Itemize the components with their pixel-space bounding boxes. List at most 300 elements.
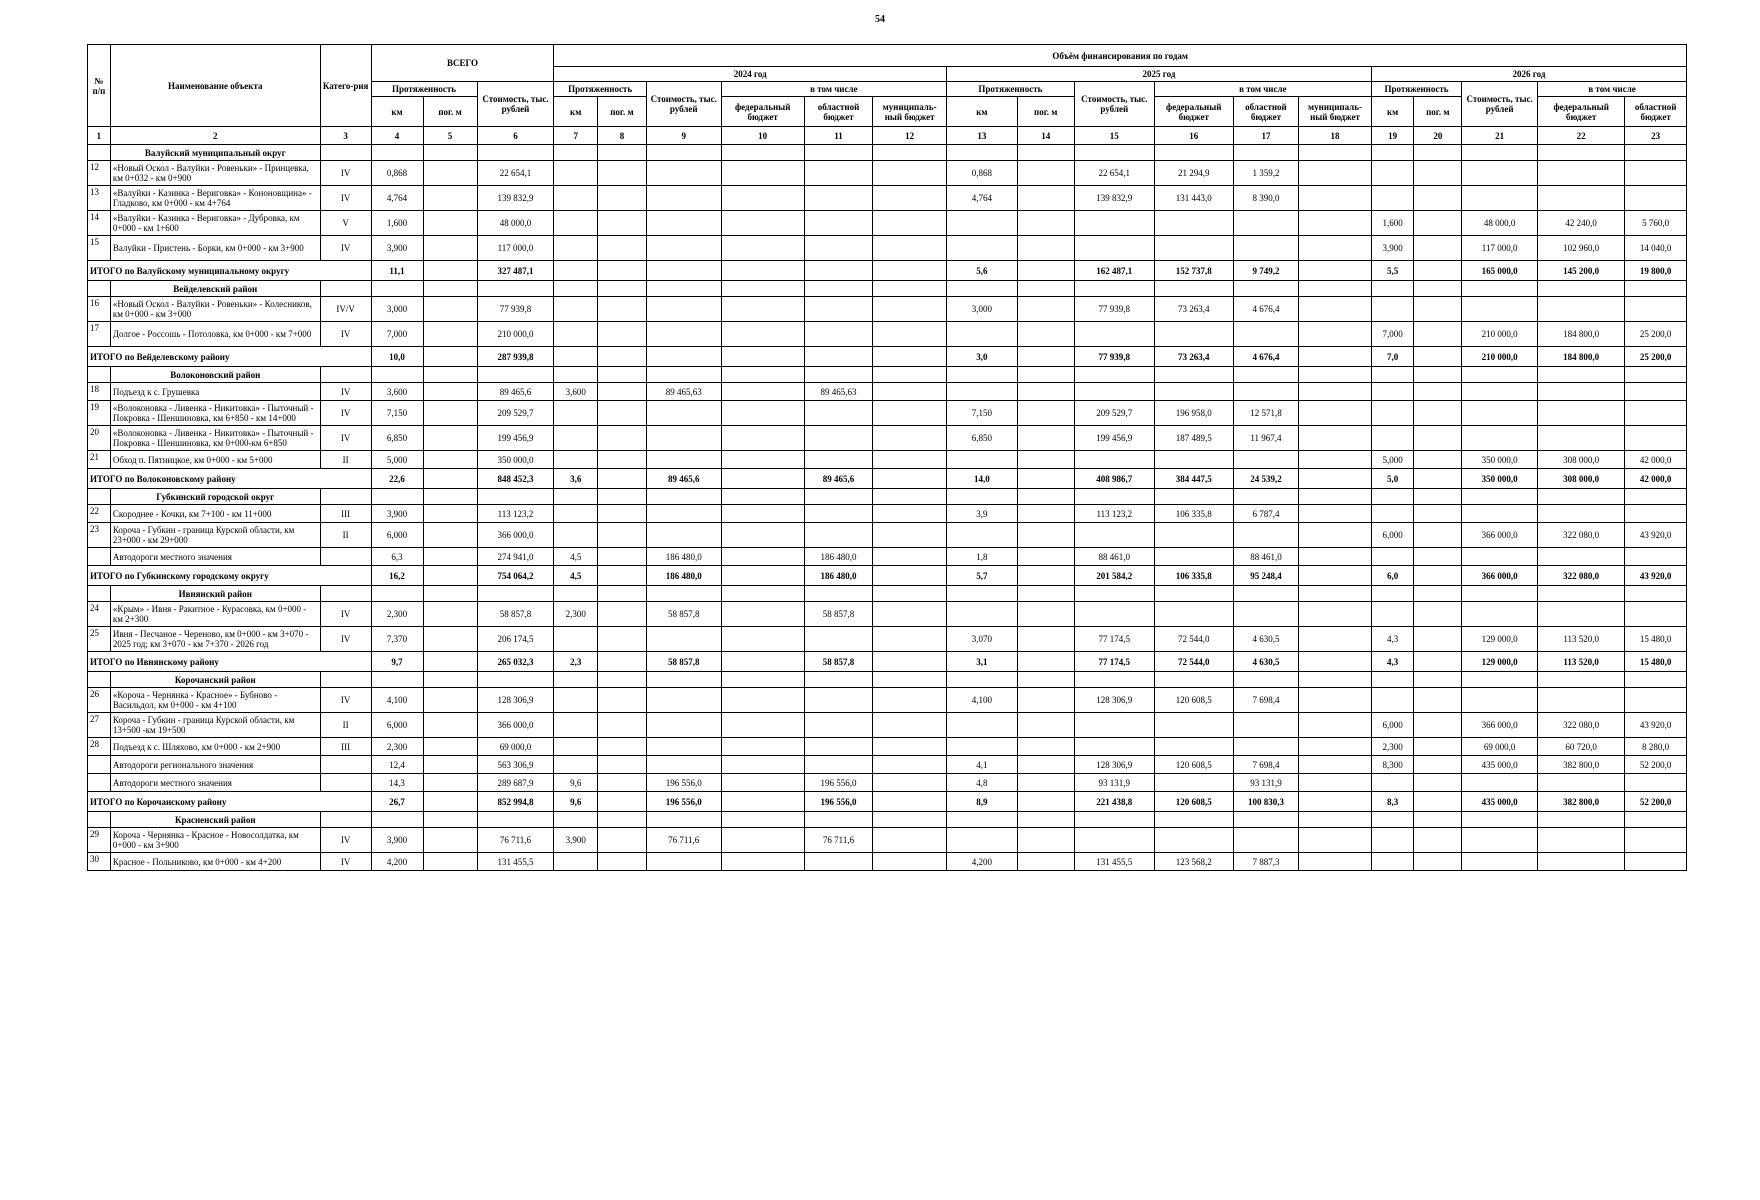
- total-value: 95 248,4: [1233, 566, 1298, 586]
- value-cell: [598, 627, 647, 652]
- value-cell: [1371, 853, 1414, 871]
- total-value: [804, 347, 873, 367]
- cell: [646, 812, 721, 828]
- total-value: 100 830,3: [1233, 792, 1298, 812]
- cell: [598, 586, 647, 602]
- value-cell: [947, 451, 1018, 469]
- total-value: [873, 469, 947, 489]
- value-cell: [1462, 548, 1538, 566]
- value-cell: [947, 211, 1018, 236]
- value-cell: [1017, 322, 1074, 347]
- cell: [1462, 489, 1538, 505]
- value-cell: [804, 713, 873, 738]
- cell: [1625, 812, 1687, 828]
- district-row: [88, 367, 1687, 383]
- value-cell: 113 123,2: [477, 505, 554, 523]
- value-cell: 4,8: [947, 774, 1018, 792]
- value-cell: [1414, 401, 1462, 426]
- value-cell: [721, 523, 804, 548]
- cell: [646, 586, 721, 602]
- value-cell: 7,150: [947, 401, 1018, 426]
- value-cell: [1154, 211, 1233, 236]
- cell: [1154, 812, 1233, 828]
- value-cell: [646, 523, 721, 548]
- cell: [721, 281, 804, 297]
- total-value: [721, 469, 804, 489]
- value-cell: [423, 602, 477, 627]
- cell: [320, 489, 371, 505]
- value-cell: [554, 451, 598, 469]
- value-cell: [804, 236, 873, 261]
- value-cell: 43 920,0: [1625, 713, 1687, 738]
- value-cell: [1017, 401, 1074, 426]
- value-cell: 120 608,5: [1154, 756, 1233, 774]
- district-name: Ивнянский район: [110, 586, 320, 602]
- value-cell: [1299, 451, 1372, 469]
- cell: [477, 812, 554, 828]
- value-cell: 4,764: [371, 186, 423, 211]
- total-row: [88, 652, 1687, 672]
- value-cell: [721, 297, 804, 322]
- cell: [423, 489, 477, 505]
- cell: [721, 489, 804, 505]
- value-cell: [598, 828, 647, 853]
- value-cell: [1299, 688, 1372, 713]
- value-cell: [1538, 186, 1625, 211]
- value-cell: 3,070: [947, 627, 1018, 652]
- value-cell: [1414, 523, 1462, 548]
- value-cell: [554, 322, 598, 347]
- value-cell: 113 123,2: [1074, 505, 1154, 523]
- object-name: «Крым» - Ивня - Ракитное - Курасовка, км 0+000 - км 2+300: [110, 602, 320, 627]
- value-cell: [721, 383, 804, 401]
- cell: [721, 672, 804, 688]
- total-value: 5,0: [1371, 469, 1414, 489]
- district-name: Красненский район: [110, 812, 320, 828]
- total-value: [804, 261, 873, 281]
- value-cell: 186 480,0: [646, 548, 721, 566]
- district-name: Волоконовский район: [110, 367, 320, 383]
- value-cell: [1414, 211, 1462, 236]
- total-value: 366 000,0: [1462, 566, 1538, 586]
- value-cell: [873, 756, 947, 774]
- total-value: 9,6: [554, 792, 598, 812]
- value-cell: [804, 756, 873, 774]
- value-cell: [646, 853, 721, 871]
- value-cell: [423, 688, 477, 713]
- district-row: [88, 489, 1687, 505]
- header-cost: Стоимость, тыс. рублей: [477, 82, 554, 127]
- value-cell: [1154, 828, 1233, 853]
- value-cell: [598, 426, 647, 451]
- value-cell: [1538, 548, 1625, 566]
- value-cell: [1371, 548, 1414, 566]
- total-value: 408 986,7: [1074, 469, 1154, 489]
- cell: [873, 489, 947, 505]
- row-number: [88, 548, 111, 566]
- value-cell: [873, 738, 947, 756]
- value-cell: [804, 426, 873, 451]
- value-cell: [1299, 322, 1372, 347]
- total-value: [1414, 261, 1462, 281]
- value-cell: 8 390,0: [1233, 186, 1298, 211]
- header-pog-m: пог. м: [1414, 97, 1462, 127]
- value-cell: [554, 505, 598, 523]
- cell: [804, 672, 873, 688]
- value-cell: [554, 401, 598, 426]
- value-cell: 0,868: [947, 161, 1018, 186]
- cell: [423, 367, 477, 383]
- cell: [1625, 367, 1687, 383]
- value-cell: [873, 451, 947, 469]
- cell: [646, 281, 721, 297]
- total-value: 19 800,0: [1625, 261, 1687, 281]
- total-value: 16,2: [371, 566, 423, 586]
- header-federal: федеральный бюджет: [721, 97, 804, 127]
- value-cell: [1414, 505, 1462, 523]
- district-row: [88, 145, 1687, 161]
- value-cell: [1462, 401, 1538, 426]
- value-cell: [1154, 322, 1233, 347]
- value-cell: [598, 211, 647, 236]
- column-number: 4: [371, 127, 423, 145]
- value-cell: [1625, 383, 1687, 401]
- value-cell: [554, 426, 598, 451]
- header-cost: Стоимость, тыс. рублей: [646, 82, 721, 127]
- value-cell: 5,000: [371, 451, 423, 469]
- category: IV: [320, 627, 371, 652]
- total-value: [873, 652, 947, 672]
- cell: [1414, 367, 1462, 383]
- header-length: Протяженность: [371, 82, 477, 97]
- object-name: Красное - Польниково, км 0+000 - км 4+200: [110, 853, 320, 871]
- cell: [1074, 367, 1154, 383]
- value-cell: 6,000: [1371, 713, 1414, 738]
- header-category: Катего-рия: [320, 45, 371, 127]
- value-cell: [423, 828, 477, 853]
- header-financing: Объём финансирования по годам: [554, 45, 1687, 67]
- total-row: [88, 792, 1687, 812]
- header-federal: федеральный бюджет: [1154, 97, 1233, 127]
- cell: [1154, 672, 1233, 688]
- value-cell: [873, 236, 947, 261]
- category: IV: [320, 161, 371, 186]
- cell: [873, 586, 947, 602]
- page-number: 54: [875, 14, 885, 25]
- cell: [423, 672, 477, 688]
- value-cell: [554, 853, 598, 871]
- value-cell: [598, 236, 647, 261]
- header-year-2024: 2024 год: [554, 67, 947, 82]
- cell: [1017, 812, 1074, 828]
- value-cell: 117 000,0: [477, 236, 554, 261]
- total-value: [1017, 566, 1074, 586]
- cell: [477, 367, 554, 383]
- value-cell: [1233, 383, 1298, 401]
- total-value: 382 800,0: [1538, 792, 1625, 812]
- cell: [947, 367, 1018, 383]
- value-cell: [804, 688, 873, 713]
- cell: [1233, 812, 1298, 828]
- cell: [477, 586, 554, 602]
- cell: [423, 145, 477, 161]
- value-cell: 42 240,0: [1538, 211, 1625, 236]
- value-cell: 120 608,5: [1154, 688, 1233, 713]
- total-value: [1017, 652, 1074, 672]
- cell: [554, 489, 598, 505]
- value-cell: [598, 548, 647, 566]
- column-number: 16: [1154, 127, 1233, 145]
- category: IV: [320, 426, 371, 451]
- value-cell: 366 000,0: [1462, 713, 1538, 738]
- total-value: [423, 652, 477, 672]
- value-cell: [1299, 774, 1372, 792]
- total-value: 221 438,8: [1074, 792, 1154, 812]
- value-cell: [423, 548, 477, 566]
- value-cell: 12,4: [371, 756, 423, 774]
- value-cell: [804, 523, 873, 548]
- row-number: 19: [88, 401, 111, 426]
- value-cell: 73 263,4: [1154, 297, 1233, 322]
- value-cell: [1074, 451, 1154, 469]
- value-cell: [1625, 853, 1687, 871]
- value-cell: [804, 451, 873, 469]
- total-value: 186 480,0: [804, 566, 873, 586]
- value-cell: [721, 451, 804, 469]
- value-cell: 8 280,0: [1625, 738, 1687, 756]
- value-cell: 187 489,5: [1154, 426, 1233, 451]
- value-cell: 131 443,0: [1154, 186, 1233, 211]
- total-value: [873, 347, 947, 367]
- cell: [1371, 812, 1414, 828]
- cell: [88, 489, 111, 505]
- value-cell: 6,000: [371, 713, 423, 738]
- header-including: в том числе: [1154, 82, 1371, 97]
- value-cell: 8,300: [1371, 756, 1414, 774]
- cell: [1299, 586, 1372, 602]
- object-name: Долгое - Россошь - Потоловка, км 0+000 - км 7+000: [110, 322, 320, 347]
- total-value: 265 032,3: [477, 652, 554, 672]
- total-value: 4,3: [1371, 652, 1414, 672]
- value-cell: [554, 297, 598, 322]
- value-cell: [873, 828, 947, 853]
- cell: [1371, 367, 1414, 383]
- value-cell: [1371, 602, 1414, 627]
- column-number: 19: [1371, 127, 1414, 145]
- total-value: 22,6: [371, 469, 423, 489]
- cell: [423, 281, 477, 297]
- total-row: [88, 469, 1687, 489]
- column-number-row: [88, 127, 1687, 145]
- total-value: 2,3: [554, 652, 598, 672]
- total-value: 43 920,0: [1625, 566, 1687, 586]
- value-cell: [598, 161, 647, 186]
- value-cell: 89 465,63: [804, 383, 873, 401]
- value-cell: [1625, 297, 1687, 322]
- row-number: 12: [88, 161, 111, 186]
- value-cell: [947, 523, 1018, 548]
- total-value: [598, 792, 647, 812]
- value-cell: [1462, 383, 1538, 401]
- value-cell: [947, 828, 1018, 853]
- total-value: [873, 566, 947, 586]
- total-value: 52 200,0: [1625, 792, 1687, 812]
- value-cell: [646, 401, 721, 426]
- value-cell: [554, 627, 598, 652]
- value-cell: [873, 401, 947, 426]
- value-cell: 6,850: [371, 426, 423, 451]
- cell: [1371, 489, 1414, 505]
- row-number: 21: [88, 451, 111, 469]
- value-cell: [1299, 627, 1372, 652]
- value-cell: [804, 505, 873, 523]
- cell: [1233, 367, 1298, 383]
- cell: [1017, 367, 1074, 383]
- value-cell: [1414, 548, 1462, 566]
- cell: [804, 145, 873, 161]
- row-number: 29: [88, 828, 111, 853]
- value-cell: [1233, 828, 1298, 853]
- row-number: 18: [88, 383, 111, 401]
- cell: [1154, 145, 1233, 161]
- value-cell: 6,850: [947, 426, 1018, 451]
- total-value: 8,9: [947, 792, 1018, 812]
- header-name: Наименование объекта: [110, 45, 320, 127]
- category: IV: [320, 688, 371, 713]
- value-cell: 209 529,7: [1074, 401, 1154, 426]
- total-value: [1299, 469, 1372, 489]
- cell: [1299, 145, 1372, 161]
- cell: [873, 672, 947, 688]
- value-cell: [1299, 211, 1372, 236]
- cell: [598, 145, 647, 161]
- value-cell: 4,3: [1371, 627, 1414, 652]
- cell: [1017, 145, 1074, 161]
- cell: [554, 281, 598, 297]
- value-cell: [1233, 713, 1298, 738]
- total-value: 196 556,0: [646, 792, 721, 812]
- value-cell: [1538, 602, 1625, 627]
- total-value: [721, 566, 804, 586]
- value-cell: 5,000: [1371, 451, 1414, 469]
- value-cell: [804, 853, 873, 871]
- object-name: Скороднее - Кочки, км 7+100 - км 11+000: [110, 505, 320, 523]
- cell: [1371, 145, 1414, 161]
- district-row: [88, 672, 1687, 688]
- value-cell: [1538, 828, 1625, 853]
- value-cell: [873, 186, 947, 211]
- cell: [554, 672, 598, 688]
- value-cell: [554, 186, 598, 211]
- value-cell: 12 571,8: [1233, 401, 1298, 426]
- value-cell: [1074, 383, 1154, 401]
- value-cell: [1017, 426, 1074, 451]
- value-cell: 350 000,0: [1462, 451, 1538, 469]
- total-value: [1299, 261, 1372, 281]
- value-cell: 7 698,4: [1233, 756, 1298, 774]
- cell: [598, 367, 647, 383]
- value-cell: [423, 627, 477, 652]
- value-cell: [646, 426, 721, 451]
- value-cell: [1538, 426, 1625, 451]
- value-cell: 102 960,0: [1538, 236, 1625, 261]
- district-name: Губкинский городской округ: [110, 489, 320, 505]
- value-cell: [1538, 401, 1625, 426]
- table-row: [88, 853, 1687, 871]
- object-name: «Короча - Чернянка - Красное» - Бубново - Васильдол, км 0+000 - км 4+100: [110, 688, 320, 713]
- value-cell: [873, 211, 947, 236]
- value-cell: 4,100: [947, 688, 1018, 713]
- value-cell: 1 359,2: [1233, 161, 1298, 186]
- cell: [1538, 145, 1625, 161]
- total-value: 287 939,8: [477, 347, 554, 367]
- value-cell: [947, 236, 1018, 261]
- district-name: Вейделевский район: [110, 281, 320, 297]
- value-cell: [1538, 161, 1625, 186]
- cell: [1074, 145, 1154, 161]
- value-cell: [423, 738, 477, 756]
- cell: [88, 672, 111, 688]
- cell: [1414, 145, 1462, 161]
- value-cell: [804, 297, 873, 322]
- value-cell: 196 556,0: [804, 774, 873, 792]
- cell: [554, 812, 598, 828]
- value-cell: [1017, 828, 1074, 853]
- value-cell: [1017, 853, 1074, 871]
- total-value: [598, 469, 647, 489]
- value-cell: 3,600: [371, 383, 423, 401]
- cell: [947, 145, 1018, 161]
- total-value: 3,0: [947, 347, 1018, 367]
- value-cell: [721, 322, 804, 347]
- value-cell: [423, 236, 477, 261]
- value-cell: 9,6: [554, 774, 598, 792]
- cell: [873, 367, 947, 383]
- value-cell: 7,150: [371, 401, 423, 426]
- cell: [1074, 586, 1154, 602]
- value-cell: [1414, 756, 1462, 774]
- total-value: [423, 347, 477, 367]
- value-cell: 199 456,9: [477, 426, 554, 451]
- cell: [1462, 281, 1538, 297]
- object-name: «Валуйки - Казинка - Вериговка» - Дубровка, км 0+000 - км 1+600: [110, 211, 320, 236]
- cell: [371, 281, 423, 297]
- value-cell: [1414, 853, 1462, 871]
- value-cell: 289 687,9: [477, 774, 554, 792]
- total-value: [423, 792, 477, 812]
- value-cell: [554, 523, 598, 548]
- value-cell: [1371, 688, 1414, 713]
- value-cell: [873, 548, 947, 566]
- total-value: 72 544,0: [1154, 652, 1233, 672]
- header-length: Протяженность: [554, 82, 646, 97]
- value-cell: [646, 297, 721, 322]
- value-cell: [598, 505, 647, 523]
- value-cell: 2,300: [371, 602, 423, 627]
- value-cell: 139 832,9: [477, 186, 554, 211]
- value-cell: [598, 322, 647, 347]
- header-num: № п/п: [88, 45, 111, 127]
- cell: [320, 586, 371, 602]
- table-row: [88, 756, 1687, 774]
- value-cell: 350 000,0: [477, 451, 554, 469]
- row-number: 14: [88, 211, 111, 236]
- total-value: 4 676,4: [1233, 347, 1298, 367]
- value-cell: [1371, 161, 1414, 186]
- total-value: 11,1: [371, 261, 423, 281]
- value-cell: [1233, 523, 1298, 548]
- total-value: 754 064,2: [477, 566, 554, 586]
